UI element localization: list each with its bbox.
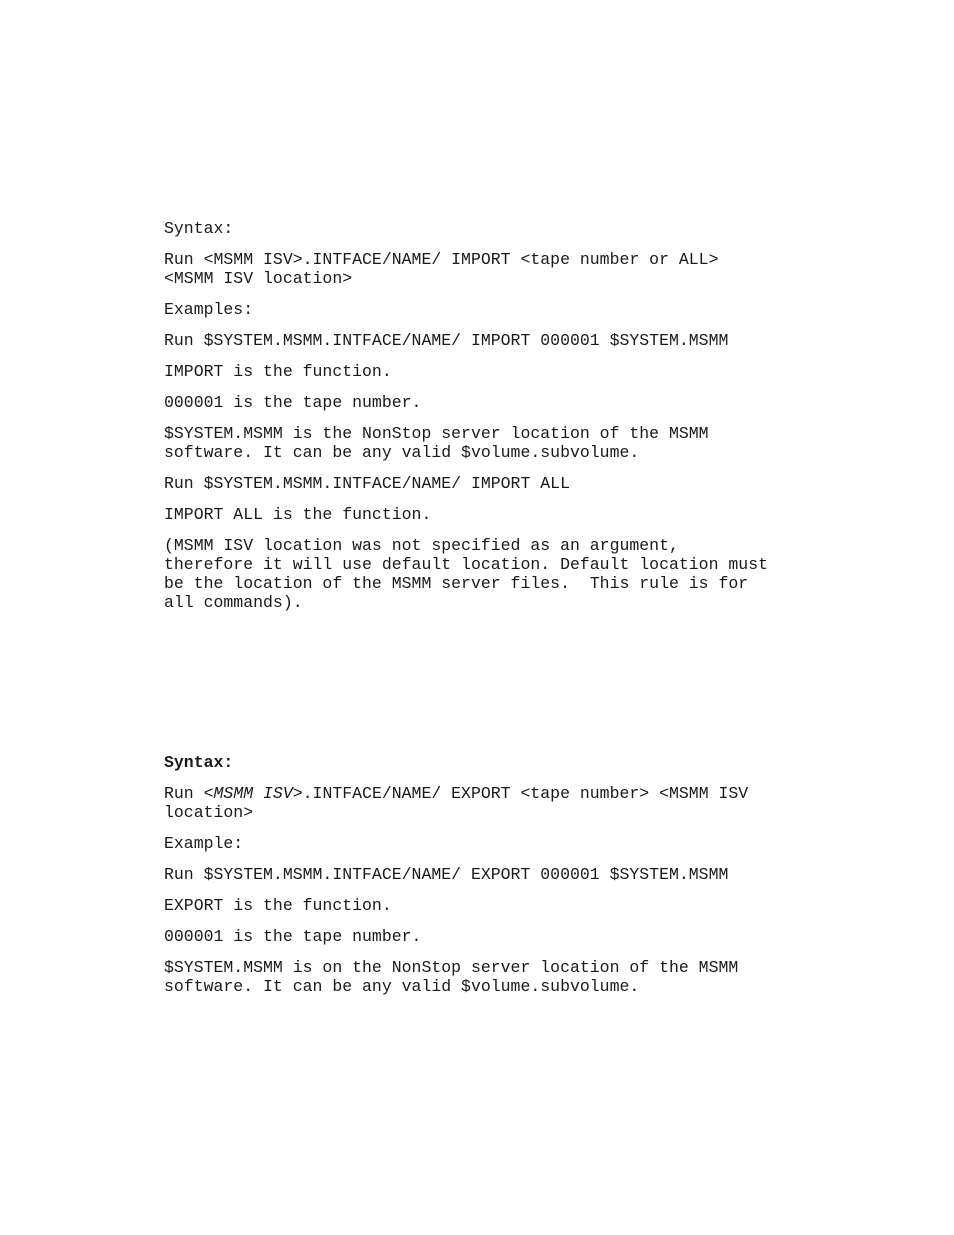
export-example-command: Run $SYSTEM.MSMM.INTFACE/NAME/ EXPORT 000001 $SYSTEM.MSMM [164,865,729,884]
export-syntax-suffix: >.INTFACE/NAME/ EXPORT <tape number> <MSMM ISV location> [164,784,749,822]
export-syntax-prefix: Run < [164,784,214,803]
import-example1-command: Run $SYSTEM.MSMM.INTFACE/NAME/ IMPORT 000001 $SYSTEM.MSMM [164,331,729,350]
export-section [164,753,864,1008]
import-examples-label: Examples: [164,300,254,319]
import-section [164,219,864,624]
import-example1-location-note: $SYSTEM.MSMM is the NonStop server location of the MSMM software. It can be any valid $volume.subvolume. [164,424,709,462]
import-example1-tape-note: 000001 is the tape number. [164,393,422,412]
export-syntax-line [164,784,864,822]
export-location-note: $SYSTEM.MSMM is on the NonStop server location of the MSMM software. It can be any valid $volume.subvolume. [164,958,739,996]
import-default-location-note: (MSMM ISV location was not specified as an argument, therefore it will use default location. Default location must be the location of the MSMM server files. This rule is for all commands). [164,536,768,612]
import-example2-function-note: IMPORT ALL is the function. [164,505,432,524]
export-syntax-italic: MSMM ISV [213,784,293,803]
export-function-note: EXPORT is the function. [164,896,392,915]
import-syntax-label: Syntax: [164,219,234,238]
import-syntax-line: Run <MSMM ISV>.INTFACE/NAME/ IMPORT <tape number or ALL> <MSMM ISV location> [164,250,719,288]
export-syntax-label: Syntax: [164,753,234,772]
export-tape-note: 000001 is the tape number. [164,927,422,946]
import-example1-function-note: IMPORT is the function. [164,362,392,381]
import-example2-command: Run $SYSTEM.MSMM.INTFACE/NAME/ IMPORT ALL [164,474,570,493]
export-example-label: Example: [164,834,244,853]
